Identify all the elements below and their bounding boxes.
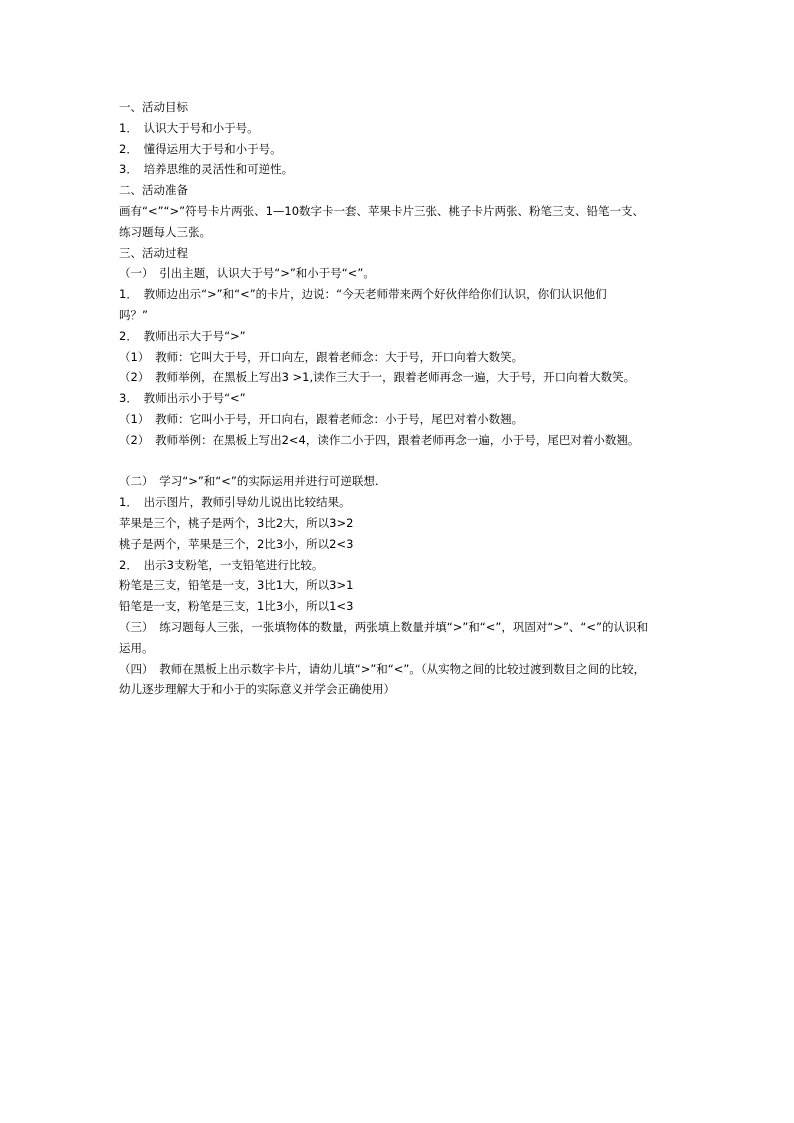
- goal-item-2: 2． 懂得运用大于号和小于号。: [119, 141, 282, 156]
- section-heading-goals: 一、活动目标: [119, 100, 188, 114]
- process-step-2-item-1: 1． 出示图片，教师引导幼儿说出比较结果。: [119, 495, 351, 510]
- goal-item-3: 3． 培养思维的灵活性和可逆性。: [119, 162, 294, 177]
- process-step-1-item-2: 2． 教师出示大于号“>”: [119, 328, 246, 343]
- section-heading-preparation: 二、活动准备: [119, 183, 188, 198]
- process-step-3-line-1: （三） 练习题每人三张，一张填物体的数量，两张填上数量并填“>”和“<”，巩固对“>”、“<”的认识和: [119, 619, 648, 634]
- process-step-4-line-2: 幼儿逐步理解大于和小于的实际意义并学会正确使用）: [119, 682, 395, 697]
- process-step-1-item-1-line-1: 1． 教师边出示“>”和“<”的卡片，边说：“今天老师带来两个好伙伴给你们认识，你们认识他们: [119, 287, 607, 302]
- blank-line: [119, 451, 679, 472]
- preparation-text-line-2: 练习题每人三张。: [119, 224, 211, 239]
- process-step-1-item-1-line-2: 吗？”: [119, 307, 148, 322]
- document-body: [119, 97, 679, 700]
- goal-item-1: 1． 认识大于号和小于号。: [119, 120, 259, 135]
- process-step-1-item-2-sub-2: （2） 教师举例，在黑板上写出3 >1,读作三大于一，跟着老师再念一遍，大于号，开口向着大数笑。: [119, 370, 636, 385]
- comparison-line-4: 铅笔是一支，粉笔是三支，1比3小，所以1<3: [119, 599, 354, 614]
- process-step-1-item-3: 3． 教师出示小于号“<”: [119, 391, 246, 406]
- comparison-line-1: 苹果是三个，桃子是两个，3比2大，所以3>2: [119, 515, 354, 530]
- process-step-2-title: （二） 学习“>”和“<”的实际运用并进行可逆联想.: [119, 474, 379, 489]
- process-step-1-item-3-sub-2: （2） 教师举例：在黑板上写出2<4，读作二小于四，跟着老师再念一遍，小于号，尾巴对着小数翘。: [119, 432, 640, 447]
- process-step-4-line-1: （四） 教师在黑板上出示数字卡片，请幼儿填“>”和“<”。（从实物之间的比较过渡到数目之间的比较，: [119, 661, 646, 676]
- preparation-text-line-1: 画有“<”“>”符号卡片两张、1—10数字卡一套、苹果卡片三张、桃子卡片两张、粉笔三支、铅笔一支、: [119, 203, 645, 218]
- comparison-line-2: 桃子是两个，苹果是三个，2比3小，所以2<3: [119, 536, 354, 551]
- process-step-2-item-2: 2． 出示3支粉笔，一支铅笔进行比较。: [119, 557, 324, 572]
- comparison-line-3: 粉笔是三支，铅笔是一支，3比1大，所以3>1: [119, 578, 354, 593]
- process-step-1-item-3-sub-1: （1） 教师：它叫小于号，开口向右，跟着老师念：小于号，尾巴对着小数翘。: [119, 411, 524, 426]
- process-step-1-item-2-sub-1: （1） 教师：它叫大于号，开口向左，跟着老师念：大于号，开口向着大数笑。: [119, 349, 524, 364]
- section-heading-process: 三、活动过程: [119, 245, 188, 260]
- process-step-1-title: （一） 引出主题，认识大于号“>”和小于号“<”。: [119, 266, 375, 281]
- process-step-3-line-2: 运用。: [119, 640, 154, 655]
